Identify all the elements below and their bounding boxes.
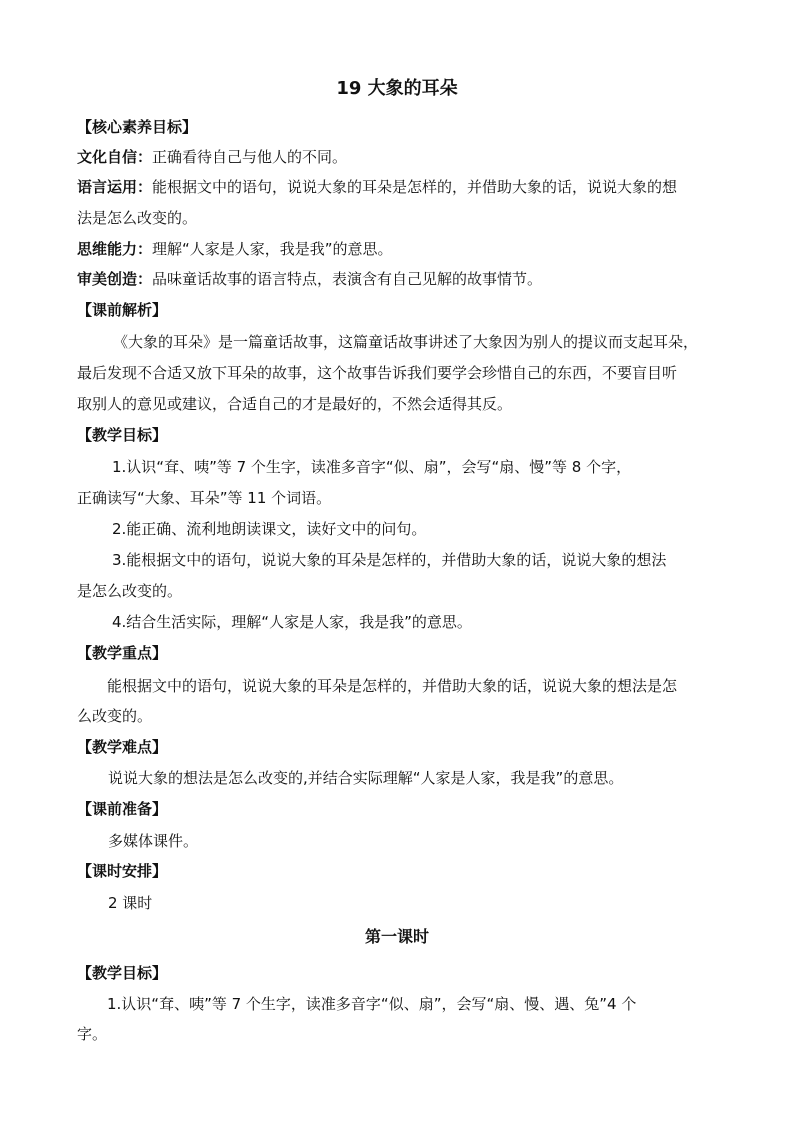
teaching-goal-3-cont: 是怎么改变的。 <box>77 582 183 600</box>
goal-language <box>77 176 677 198</box>
teaching-goal-2: 2.能正确、流利地朗读课文，读好文中的问句。 <box>112 520 427 538</box>
goal-culture <box>77 146 347 168</box>
teaching-goal-1-cont: 正确读写“大象、耳朵”等 11 个词语。 <box>77 489 332 507</box>
goal-culture-text: 正确看待自己与他人的不同。 <box>152 148 348 166</box>
first-lesson-goal-1: 1.认识“耷、咦”等 7 个生字，读准多音字“似、扇”，会写“扇、慢、遇、兔”4 个 <box>107 995 637 1013</box>
pre-analysis-line-2: 最后发现不合适又放下耳朵的故事，这个故事告诉我们要学会珍惜自己的东西，不要盲目听 <box>77 364 678 382</box>
heading-first-lesson-goals: 【教学目标】 <box>77 964 168 982</box>
goal-language-text: 能根据文中的语句，说说大象的耳朵是怎样的，并借助大象的话，说说大象的想 <box>152 178 678 196</box>
goal-thinking-text: 理解“人家是人家，我是我”的意思。 <box>152 240 393 258</box>
heading-preparation: 【课前准备】 <box>77 800 168 818</box>
goal-aesthetic-text: 品味童话故事的语言特点，表演含有自己见解的故事情节。 <box>152 270 543 288</box>
teaching-goal-4: 4.结合生活实际，理解“人家是人家，我是我”的意思。 <box>112 613 472 631</box>
heading-pre-analysis: 【课前解析】 <box>77 301 168 319</box>
goal-aesthetic-label: 审美创造： <box>77 270 153 288</box>
teaching-goal-3: 3.能根据文中的语句，说说大象的耳朵是怎样的，并借助大象的话，说说大象的想法 <box>112 551 667 569</box>
goal-thinking <box>77 238 393 260</box>
preparation-line-1: 多媒体课件。 <box>108 832 199 850</box>
goal-language-cont: 法是怎么改变的。 <box>77 209 198 227</box>
goal-language-label: 语言运用： <box>77 178 153 196</box>
pre-analysis-line-3: 取别人的意见或建议，合适自己的才是最好的，不然会适得其反。 <box>77 395 513 413</box>
difficulties-line-1: 说说大象的想法是怎么改变的,并结合实际理解“人家是人家，我是我”的意思。 <box>108 769 624 787</box>
heading-difficulties: 【教学难点】 <box>77 738 168 756</box>
first-lesson-goal-1-cont: 字。 <box>77 1025 108 1043</box>
heading-schedule: 【课时安排】 <box>77 862 168 880</box>
goal-thinking-label: 思维能力： <box>77 240 153 258</box>
key-points-line-2: 么改变的。 <box>77 707 153 725</box>
heading-teaching-goals: 【教学目标】 <box>77 426 168 444</box>
pre-analysis-line-1: 《大象的耳朵》是一篇童话故事，这篇童话故事讲述了大象因为别人的提议而支起耳朵， <box>113 333 699 351</box>
key-points-line-1: 能根据文中的语句，说说大象的耳朵是怎样的，并借助大象的话，说说大象的想法是怎 <box>107 677 678 695</box>
heading-core-goals: 【核心素养目标】 <box>77 118 198 136</box>
schedule-line-1: 2 课时 <box>108 894 153 912</box>
first-lesson-title: 第一课时 <box>364 927 429 946</box>
goal-culture-label: 文化自信： <box>77 148 153 166</box>
heading-key-points: 【教学重点】 <box>77 644 168 662</box>
lesson-title: 19 大象的耳朵 <box>336 78 458 99</box>
goal-aesthetic <box>77 268 542 290</box>
teaching-goal-1: 1.认识“耷、咦”等 7 个生字，读准多音字“似、扇”，会写“扇、慢”等 8 个字， <box>112 458 632 476</box>
